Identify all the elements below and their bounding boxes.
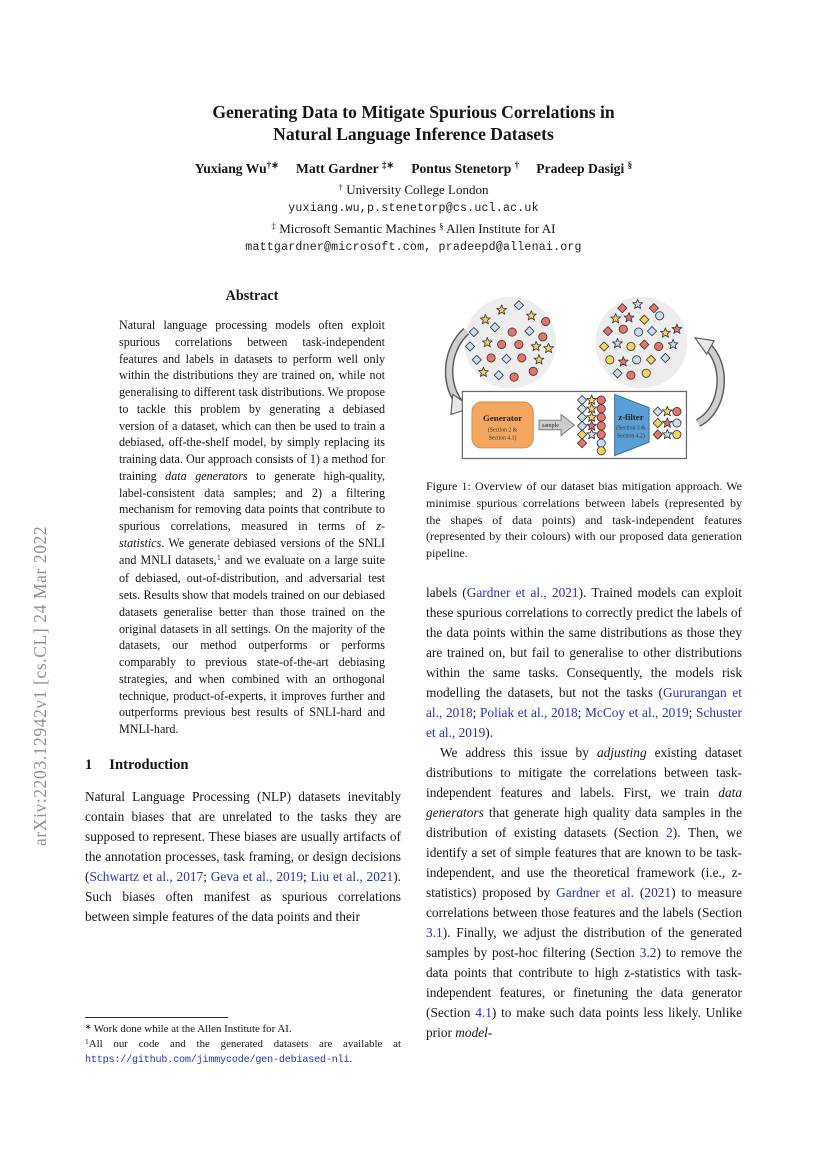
- link[interactable]: 3.2: [639, 944, 657, 960]
- link[interactable]: Schuster et al., 2019: [426, 704, 742, 740]
- link[interactable]: 2021: [644, 884, 672, 900]
- link[interactable]: 1: [216, 552, 221, 562]
- text-segment: model-: [455, 1024, 493, 1040]
- circle-datapoint: [619, 325, 627, 333]
- arxiv-watermark: arXiv:2203.12942v1 [cs.CL] 24 Mar 2022: [30, 525, 50, 846]
- circle-datapoint: [510, 373, 518, 381]
- circle-datapoint: [515, 340, 523, 348]
- link[interactable]: Poliak et al., 2018: [480, 704, 578, 720]
- abstract-body: [119, 317, 385, 738]
- affiliation-2: [85, 220, 742, 239]
- circle-datapoint: [597, 430, 605, 438]
- circle-datapoint: [487, 354, 495, 362]
- text-segment: All our code and the generated datasets are available at: [88, 1038, 401, 1050]
- abstract-heading: Abstract: [225, 288, 279, 304]
- filtered-samples: [653, 406, 681, 439]
- circle-datapoint: [597, 405, 605, 413]
- text-segment: Natural Language Processing (NLP) datasets inevitably contain biases that are unrelated to the tasks they are supposed to represent. These biases are usually artifacts of the annotation processes, task framing, or design decisions (: [85, 788, 401, 884]
- footnote-star: [85, 1022, 401, 1037]
- link[interactable]: Gardner et al., 2021: [466, 584, 579, 600]
- paper-title: [85, 101, 742, 145]
- circle-datapoint: [597, 422, 605, 430]
- link[interactable]: https://github.com/jimmycode/gen-debiased-nli: [85, 1055, 350, 1066]
- link[interactable]: Gururangan et al., 2018: [426, 684, 742, 720]
- text-segment: §: [439, 221, 444, 232]
- circle-datapoint: [673, 430, 681, 438]
- circle-datapoint: [627, 371, 635, 379]
- text-segment: data generators: [165, 468, 248, 483]
- sample-label: sample: [542, 422, 559, 429]
- section-number: 1: [85, 756, 93, 773]
- text-segment: labels (: [426, 584, 467, 600]
- text-segment: data generators: [426, 784, 742, 820]
- email-line-2: mattgardner@microsoft.com, pradeepd@allenai.org: [245, 241, 582, 254]
- text-segment: †∗: [266, 160, 279, 171]
- intro-paragraph-1: [85, 787, 401, 927]
- text-segment: that generate high quality data samples in the distribution of existing datasets (Section: [426, 804, 742, 840]
- text-segment: and we evaluate on a large suite of debiased, out-of-distribution, and adversarial test sets. Results show that models trained on our debiased datasets generalise better than those trained on the original datasets in all settings. On the majority of the datasets, our method outperforms or performs comparably to previous state-of-the-art debiasing strategies, and when combined with an orthogonal technique, product-of-experts, it improves further and outperforms previous best results of SNLI-hard and MNLI-hard.: [119, 552, 385, 737]
- text-segment: Microsoft Semantic Machines: [275, 221, 440, 236]
- text-segment: †: [514, 160, 520, 171]
- text-segment: ) to make such data points less likely. Unlike prior: [426, 1004, 743, 1040]
- circle-datapoint: [642, 369, 650, 377]
- right-column: [426, 289, 742, 1043]
- text-segment: ). Trained models can exploit these spurious correlations to correctly predict the labels of the data points within the same distributions as those they are trained on, but fail to generalise to other distributions within the same tasks. Consequently, the models risk modelling the datasets, but not the tasks (: [426, 584, 742, 700]
- text-segment: 1: [85, 1036, 89, 1046]
- circle-datapoint: [529, 367, 537, 375]
- link[interactable]: Gardner et al.: [556, 884, 635, 900]
- text-segment: ). Finally, we adjust the distribution of the generated samples by post-hoc filtering (Section: [426, 924, 742, 960]
- text-segment: z-statistics: [119, 519, 385, 550]
- title-line-2: Natural Language Inference Datasets: [273, 124, 554, 144]
- text-segment: Pradeep Dasigi: [536, 161, 628, 176]
- text-segment: to generate high-quality, label-consistent data samples; and 2) a filtering mechanism for removing data points that contribute to spurious correlations, measured in terms of: [119, 468, 385, 534]
- text-segment: ‡: [271, 221, 276, 232]
- link[interactable]: Schwartz et al., 2017: [89, 868, 204, 884]
- circle-datapoint: [627, 342, 635, 350]
- text-segment: ;: [577, 704, 586, 720]
- circle-datapoint: [508, 328, 516, 336]
- z-filter-sub1: (Section 3 &: [616, 425, 646, 432]
- figure-1: [426, 289, 742, 471]
- circle-datapoint: [673, 407, 681, 415]
- generator-label: Generator: [483, 413, 523, 424]
- text-segment: †: [338, 182, 343, 193]
- figure-1-caption: Figure 1: Overview of our dataset bias mitigation approach. We minimise spurious correlations between labels (represented by the shapes of data points) and task-independent features (represented by their colours) with our proposed data generation pipeline.: [426, 478, 742, 561]
- text-segment: . We generate debiased versions of the SNLI and MNLI datasets,: [119, 535, 385, 567]
- circle-datapoint: [673, 419, 681, 427]
- circle-datapoint: [634, 328, 642, 336]
- link[interactable]: Liu et al., 2021: [310, 868, 394, 884]
- text-segment: University College London: [342, 182, 489, 197]
- link[interactable]: Geva et al., 2019: [210, 868, 304, 884]
- text-segment: ‡∗: [381, 160, 395, 171]
- circle-datapoint: [633, 356, 641, 364]
- z-filter-sub2: Section 4.2): [617, 433, 645, 440]
- text-segment: (: [634, 884, 645, 900]
- text-segment: ;: [303, 868, 311, 884]
- text-segment: Pontus Stenetorp: [411, 161, 515, 176]
- generator-sub1: (Section 2 &: [487, 427, 518, 434]
- circle-datapoint: [597, 413, 605, 421]
- paper-header: [85, 101, 742, 257]
- text-segment: ). Such biases often manifest as spurious correlations between simple features of the data points and their: [85, 868, 401, 924]
- circle-datapoint: [597, 447, 605, 455]
- footnote-rule: [85, 1017, 228, 1018]
- text-segment: Natural language processing models often exploit spurious correlations between task-independent features and labels in datasets to perform well only within the distributions they are trained on, while not generalising to different task distributions. We propose to tackle this problem by generating a debiased version of a dataset, which can then be used to train a debiased, off-the-shelf model, by simply replacing its training data. Our approach consists of 1) a method for training: [119, 318, 385, 483]
- text-segment: ).: [485, 724, 494, 740]
- circle-datapoint: [498, 340, 506, 348]
- circle-datapoint: [656, 312, 664, 320]
- affiliation-1: [85, 181, 742, 200]
- text-segment: existing dataset distributions to mitigate the correlations between task-independent features and labels. First, we train: [426, 744, 742, 800]
- abstract-section: [119, 288, 385, 738]
- section-heading-introduction: [85, 757, 401, 774]
- circle-datapoint: [655, 342, 663, 350]
- text-segment: Work done while at the Allen Institute for AI.: [91, 1023, 292, 1035]
- right-paragraph-1: [426, 583, 742, 743]
- text-segment: ;: [203, 868, 211, 884]
- text-segment: §: [627, 160, 633, 171]
- link[interactable]: 4.1: [475, 1004, 492, 1020]
- text-segment: .: [349, 1053, 353, 1065]
- link[interactable]: 3.1: [426, 924, 443, 940]
- right-curved-arrow: [695, 338, 721, 423]
- text-segment: ;: [688, 704, 697, 720]
- text-segment: ∗: [85, 1021, 92, 1031]
- circle-datapoint: [597, 439, 605, 447]
- text-segment: Matt Gardner: [296, 161, 382, 176]
- text-segment: We address this issue by: [440, 744, 597, 760]
- left-column: [85, 288, 401, 927]
- text-segment: ). Then, we identify a set of simple features that are known to be task-independent, and use the theoretical framework (i.e., z-statistics) proposed by: [426, 824, 742, 900]
- circle-datapoint: [539, 333, 547, 341]
- text-segment: Allen Institute for AI: [443, 221, 556, 236]
- right-paragraph-2: [426, 743, 742, 1043]
- author-line: [85, 160, 742, 179]
- z-filter-label: z-filter: [618, 412, 644, 423]
- link[interactable]: 2: [666, 824, 673, 840]
- email-line-1: yuxiang.wu,p.stenetorp@cs.ucl.ac.uk: [288, 202, 539, 215]
- title-line-1: Generating Data to Mitigate Spurious Correlations in: [212, 102, 615, 122]
- text-segment: Yuxiang Wu: [194, 161, 267, 176]
- circle-datapoint: [606, 356, 614, 364]
- text-segment: ;: [472, 704, 481, 720]
- text-segment: ) to remove the data points that contribute to high z-statistics with task-independent features, or finetuning the data generator (Section: [426, 944, 742, 1020]
- circle-datapoint: [597, 396, 605, 404]
- circle-datapoint: [518, 354, 526, 362]
- footnote-block: [85, 1017, 401, 1068]
- generator-sub2: Section 4.1): [488, 435, 517, 442]
- text-segment: adjusting: [596, 744, 647, 760]
- footnote-1: [85, 1037, 401, 1068]
- link[interactable]: McCoy et al., 2019: [585, 704, 689, 720]
- text-segment: ) to measure correlations between those features and the labels (Section: [426, 884, 743, 920]
- circle-datapoint: [542, 317, 550, 325]
- section-title: Introduction: [109, 756, 189, 773]
